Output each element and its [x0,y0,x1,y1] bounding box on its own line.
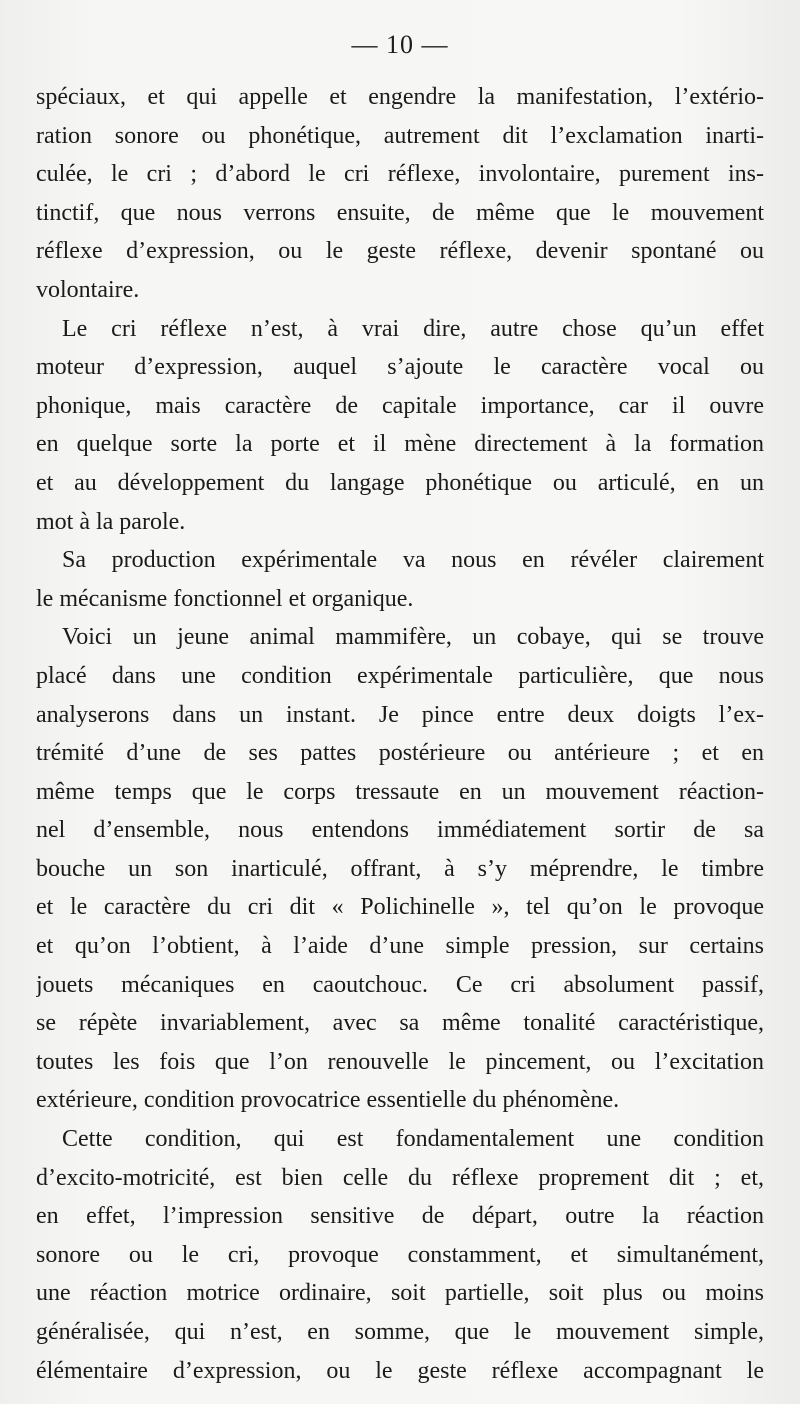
text-line: jouets mécaniques en caoutchouc. Ce cri absolument passif, [36,971,764,998]
text-line: se répète invariablement, avec sa même tonalité caractéristique, [36,1010,764,1037]
text-line: trémité d’une de ses pattes postérieure ou antérieure ; et en [36,740,764,767]
text-line: en effet, l’impression sensitive de départ, outre la réaction [36,1203,764,1230]
text-line: en quelque sorte la porte et il mène directement à la formation [36,431,764,458]
text-line: extérieure, condition provocatrice essentielle du phénomène. [36,1087,620,1114]
text-line: sonore ou le cri, provoque constamment, et simultanément, [36,1241,764,1268]
text-line: Sa production expérimentale va nous en révéler clairement [62,547,764,574]
text-line: bouche un son inarticulé, offrant, à s’y méprendre, le timbre [36,855,764,882]
text-line: d’excito-motricité, est bien celle du réflexe proprement dit ; et, [36,1164,764,1191]
text-line: même temps que le corps tressaute en un mouvement réaction- [36,778,764,805]
text-line: réflexe d’expression, ou le geste réflexe, devenir spontané ou [36,238,764,265]
text-line: tinctif, que nous verrons ensuite, de même que le mouvement [36,199,764,226]
text-line: Voici un jeune animal mammifère, un cobaye, qui se trouve [62,624,764,651]
text-line: et le caractère du cri dit « Polichinelle », tel qu’on le provoque [36,894,764,921]
text-line: moteur d’expression, auquel s’ajoute le caractère vocal ou [36,354,764,381]
text-line: mot à la parole. [36,508,186,535]
text-line: toutes les fois que l’on renouvelle le pincement, ou l’excitation [36,1048,764,1075]
page-number: — 10 — [351,30,449,59]
text-line: et qu’on l’obtient, à l’aide d’une simple pression, sur certains [36,933,764,960]
text-line: analyserons dans un instant. Je pince entre deux doigts l’ex- [36,701,764,728]
text-line: Cette condition, qui est fondamentalement une condition [62,1126,764,1153]
text-line: généralisée, qui n’est, en somme, que le mouvement simple, [36,1319,764,1345]
text-line: élémentaire d’expression, ou le geste réflexe accompagnant le [36,1357,764,1384]
text-line: Le cri réflexe n’est, à vrai dire, autre chose qu’un effet [62,315,764,342]
text-line: phonique, mais caractère de capitale importance, car il ouvre [36,392,764,419]
body-text [36,78,764,1390]
text-line: une réaction motrice ordinaire, soit partielle, soit plus ou moins [36,1280,764,1307]
text-line: et au développement du langage phonétique ou articulé, en un [36,469,764,496]
text-line: placé dans une condition expérimentale particulière, que nous [36,662,764,689]
text-line: volontaire. [36,276,140,303]
text-line: le mécanisme fonctionnel et organique. [36,585,414,612]
text-line: culée, le cri ; d’abord le cri réflexe, involontaire, purement ins- [36,161,764,188]
text-line: ration sonore ou phonétique, autrement dit l’exclamation inarti- [36,122,764,149]
text-line: spéciaux, et qui appelle et engendre la manifestation, l’extério- [36,84,764,110]
text-line: nel d’ensemble, nous entendons immédiatement sortir de sa [36,817,764,844]
